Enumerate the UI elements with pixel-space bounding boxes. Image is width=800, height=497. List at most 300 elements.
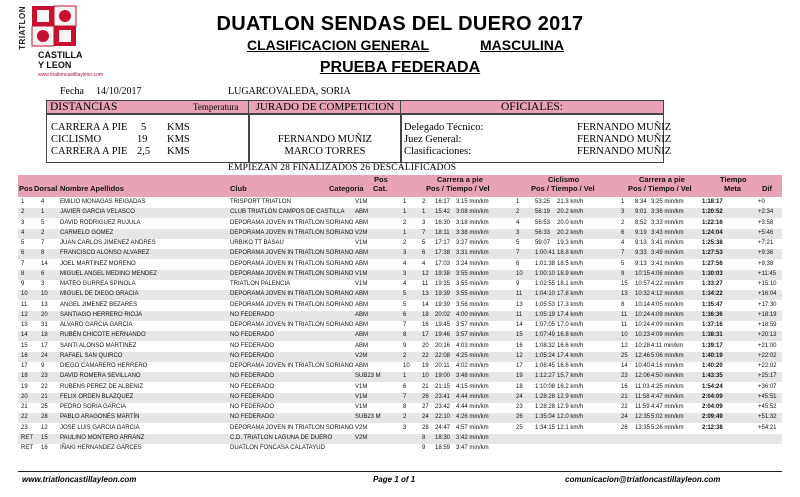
cell-pcat: 7 — [403, 393, 407, 400]
cell-dorsal: 10 — [41, 291, 48, 298]
cell-bt: 53:25 — [535, 199, 551, 205]
cell-meta: 1:39:17 — [702, 342, 723, 349]
cell-pcat: 2 — [403, 352, 407, 359]
col-categoria: Categoria — [329, 184, 364, 193]
cell-pcat: 3 — [403, 270, 407, 277]
cell-bt: 1:28:28 — [535, 404, 556, 410]
cell-c2v: 4:47 min/km — [651, 393, 684, 400]
cell-c2v: 4:25 min/km — [651, 383, 684, 390]
cell-pcat: 2 — [403, 219, 407, 226]
cell-cat: ABM — [355, 260, 369, 267]
cell-cat: ABM — [355, 250, 369, 257]
cell-club: DEPORAMA JOVEN IN TRIATLON SORIANO — [230, 250, 354, 257]
cell-club: DEPORAMA JOVEN IN TRIATLON SORIANO — [230, 270, 354, 277]
cell-c2v: 3:41 min/km — [651, 240, 684, 246]
distancia-3-value: 2,5 — [137, 146, 151, 157]
oficial-2-name: FERNANDO MUÑIZ — [577, 134, 672, 145]
cell-c2p: 21 — [621, 393, 628, 400]
cell-c2t: 11:58 — [635, 393, 650, 400]
table-row — [18, 198, 782, 208]
cell-dorsal: 31 — [41, 322, 48, 328]
cell-dif: +20:13 — [758, 332, 777, 339]
cell-c1v: 4:26 min/km — [456, 414, 489, 421]
cell-bt: 1:12:27 — [535, 373, 556, 380]
cell-bp: 15 — [516, 332, 523, 339]
cell-c2v: 4:22 min/km — [651, 281, 684, 287]
cell-c2t: 9:01 — [635, 209, 647, 216]
oficial-1-name: FERNANDO MUÑIZ — [577, 122, 672, 133]
cell-nombre: MIGUEL DE DIEGO GRACIA — [60, 291, 139, 298]
cell-pos: 22 — [21, 414, 28, 421]
cell-c1v: 3:55 min/km — [456, 270, 489, 277]
cell-cat: V2M — [355, 229, 368, 236]
cell-bv: 16.6 km/h — [557, 363, 584, 369]
cell-c2t: 12:46 — [635, 352, 651, 359]
col-dif: Dif — [762, 184, 772, 193]
cell-meta: 2:04:09 — [702, 404, 723, 410]
cell-pos: 21 — [21, 404, 28, 410]
table-row — [18, 260, 782, 270]
oficiales-box — [400, 113, 672, 163]
cell-dif: +15:10 — [758, 281, 777, 287]
cell-dorsal: 13 — [41, 301, 48, 308]
table-row — [18, 383, 782, 393]
cell-c1t: 17:03 — [435, 260, 451, 267]
cell-c2t: 9:13 — [635, 260, 647, 267]
cell-cat: SUB23 M — [355, 414, 381, 421]
footer-email[interactable]: comunicacion@triatloncastillayleon.com — [565, 475, 721, 484]
cell-bv: 17.0 km/h — [557, 322, 584, 328]
cell-meta: 1:43:35 — [702, 373, 723, 380]
cell-c1v: 3:55 min/km — [456, 281, 489, 287]
cell-c2p: 26 — [621, 424, 628, 431]
cell-c2t: 10:24 — [635, 311, 651, 318]
cell-club: DEPORAMA JOVEN IN TRIATLON SORIANO — [230, 322, 354, 328]
cell-c2v: 3:41 min/km — [651, 260, 684, 267]
cell-pos: RET — [21, 445, 33, 451]
cell-nombre: FRANCISCO ALONSO ALVAREZ — [60, 250, 150, 257]
footer-website[interactable]: www.triatloncastillayleon.com — [22, 475, 137, 484]
cell-c1p: 10 — [422, 373, 429, 380]
table-row — [18, 229, 782, 239]
cell-pcat: 6 — [403, 383, 407, 390]
cell-bp: 3 — [516, 229, 520, 236]
cell-bt: 1:05:53 — [535, 301, 556, 308]
cell-club: NO FEDERADO — [230, 404, 275, 410]
cell-dorsal: 22 — [41, 383, 48, 390]
cell-c1p: 4 — [422, 260, 426, 267]
cell-c2v: 4:47 min/km — [651, 404, 684, 410]
cell-c1p: 13 — [422, 291, 429, 298]
race-summary: EMPIEZAN 28 FINALIZADOS 26 DESCALIFICADOS — [228, 163, 457, 173]
cell-cat: V1M — [355, 240, 368, 246]
cell-c2t: 10:24 — [635, 322, 651, 328]
cell-dorsal: 4 — [41, 199, 45, 205]
cell-bv: 12.0 km/h — [557, 414, 584, 421]
cell-pos: 12 — [21, 311, 28, 318]
cell-c2t: 9:33 — [635, 250, 647, 257]
table-row — [18, 403, 782, 413]
cell-dorsal: 23 — [41, 373, 48, 380]
cell-dif: +18:59 — [758, 322, 777, 328]
cell-nombre: RAFAEL SAN QUIRCO — [60, 352, 123, 359]
cell-meta: 1:35:47 — [702, 301, 723, 308]
cell-c1t: 20:11 — [435, 363, 450, 369]
cell-club: DEPORAMA JOVEN IN TRIATLON SORIANO — [230, 424, 354, 431]
cell-bt: 56:53 — [535, 219, 551, 226]
table-row — [18, 311, 782, 321]
cell-meta: 1:37:16 — [702, 322, 723, 328]
table-row — [18, 434, 782, 444]
cell-c2p: 8 — [621, 301, 625, 308]
cell-dorsal: 9 — [41, 363, 45, 369]
cell-nombre: PAULINO MONTERO ARRANZ — [60, 434, 145, 441]
cell-bt: 1:34:15 — [535, 424, 556, 431]
cell-club: DEPORAMA JOVEN IN TRIATLON SORIANO — [230, 229, 354, 236]
distancia-3-name: CARRERA A PIE — [51, 146, 128, 157]
cell-c2p: 4 — [621, 240, 625, 246]
col-carrera1-sub: Pos / Tiempo / Vel — [426, 184, 490, 193]
cell-cat: V1M — [355, 383, 368, 390]
cell-c1p: 20 — [422, 342, 429, 349]
cell-c2p: 23 — [621, 373, 628, 380]
subtitle-left: CLASIFICACION GENERAL — [247, 37, 429, 53]
cell-meta: 1:24:04 — [702, 229, 723, 236]
cell-meta: 1:27:53 — [702, 250, 723, 257]
cell-pos: 11 — [21, 301, 28, 308]
cell-bp: 1 — [516, 199, 520, 205]
cell-cat: V1M — [355, 199, 368, 205]
cell-bt: 59:07 — [535, 240, 551, 246]
table-row — [18, 372, 782, 382]
cell-c1v: 4:44 min/km — [456, 404, 489, 410]
cell-c2v: 3:33 min/km — [651, 219, 684, 226]
cell-c2p: 16 — [621, 383, 628, 390]
cell-bv: 18.5 km/h — [557, 260, 584, 267]
logo-name-line2: Y LEON — [38, 60, 72, 70]
cell-nombre: IÑAKI HERNANDEZ GARCES — [60, 445, 142, 451]
oficial-1-role: Delegado Técnico: — [404, 122, 484, 133]
table-row — [18, 342, 782, 352]
cell-c1v: 3:08 min/km — [456, 209, 489, 216]
cell-c1v: 4:25 min/km — [456, 352, 489, 359]
cell-c1p: 7 — [422, 229, 426, 236]
cell-nombre: JAVIER GARCIA VELASCO — [60, 209, 135, 216]
cell-dif: +9:38 — [758, 260, 774, 267]
cell-bt: 1:28:28 — [535, 393, 556, 400]
distancia-1-name: CARRERA A PIE — [51, 122, 128, 133]
cell-dif: +5:46 — [758, 229, 774, 236]
footer-divider — [18, 471, 782, 472]
cell-bt: 1:08:32 — [535, 342, 556, 349]
cell-c1p: 2 — [422, 199, 426, 205]
cell-bv: 18.9 km/h — [557, 270, 584, 277]
logo-side-text: TRIATLON — [18, 6, 27, 50]
cell-pcat: 2 — [403, 240, 407, 246]
cell-dif: +2:34 — [758, 209, 774, 216]
distancia-2-value: 19 — [137, 134, 148, 145]
cell-pos: 6 — [21, 250, 25, 257]
cell-bv: 12.9 km/h — [557, 393, 584, 400]
cell-dif: +3:58 — [758, 219, 774, 226]
temperatura-label: Temperatura — [193, 102, 239, 112]
cell-bt: 1:04:10 — [535, 291, 556, 298]
cell-cat: ABM — [355, 332, 369, 339]
cell-c1v: 4:03 min/km — [456, 342, 489, 349]
cell-bt: 56:33 — [535, 229, 551, 236]
cell-c1v: 3:27 min/km — [456, 240, 489, 246]
cell-c1t: 23:42 — [435, 404, 451, 410]
cell-meta: 1:54:24 — [702, 383, 723, 390]
cell-c1t: 19:45 — [435, 322, 451, 328]
cell-c2v: 4:12 min/km — [651, 291, 684, 298]
cell-c1p: 26 — [422, 393, 429, 400]
cell-c1v: 3:47 min/km — [456, 445, 489, 451]
cell-nombre: ALVARO GARCIA GARCIA — [60, 322, 133, 328]
cell-c1p: 8 — [422, 434, 426, 441]
cell-c1v: 4:44 min/km — [456, 393, 489, 400]
cell-club: DUATLON FONCASA CALATAYUD — [230, 445, 325, 451]
table-row — [18, 393, 782, 403]
distancia-2-name: CICLISMO — [51, 134, 102, 145]
cell-c2t: 8:34 — [635, 199, 647, 205]
cell-bv: 17.3 km/h — [557, 301, 584, 308]
cell-bv: 16.6 km/h — [557, 342, 584, 349]
cell-c2t: 10:40 — [635, 363, 651, 369]
cell-c1p: 17 — [422, 332, 429, 339]
cell-pcat: 2 — [403, 414, 407, 421]
cell-pos: 1 — [21, 199, 25, 205]
cell-c2t: 9:19 — [635, 229, 647, 236]
cell-c2t: 11:59 — [635, 404, 650, 410]
cell-c2v: 3:36 min/km — [651, 209, 684, 216]
cell-pcat: 3 — [403, 424, 407, 431]
cell-c2t: 9:13 — [635, 240, 647, 246]
cell-club: NO FEDERADO — [230, 332, 275, 339]
cell-bp: 5 — [516, 240, 520, 246]
cell-c2t: 12:06 — [635, 373, 651, 380]
cell-c2v: 3:49 min/km — [651, 250, 684, 257]
logo-name-line1: CASTILLA — [38, 50, 83, 60]
col-carrera2-sub: Pos / Tiempo / Vel — [628, 184, 692, 193]
oficial-2-role: Juez General: — [404, 134, 462, 145]
cell-club: TRISPORT TRIATLON — [230, 199, 291, 205]
cell-bt: 1:10:08 — [535, 383, 556, 390]
cell-cat: V2M — [355, 424, 368, 431]
cell-c2t: 10:14 — [635, 301, 651, 308]
cell-c1t: 19:35 — [435, 281, 451, 287]
cell-meta: 2:12:38 — [702, 424, 723, 431]
cell-pcat: 4 — [403, 281, 407, 287]
cell-c1t: 20:02 — [435, 311, 451, 318]
distancia-3-unit: KMS — [167, 146, 190, 157]
cell-nombre: DAVID RODRIGUEZ RUJULA — [60, 219, 141, 226]
cell-nombre: MIGUEL ANGEL MEDINO MENDEZ — [60, 270, 157, 277]
cell-pos: 4 — [21, 229, 25, 236]
cell-nombre: PABLO ARAGONÉS MARTÍN — [60, 414, 140, 421]
cell-c1v: 3:38 min/km — [456, 229, 489, 236]
cell-pcat: 1 — [403, 373, 407, 380]
col-club: Club — [230, 184, 247, 193]
subtitle-right: MASCULINA — [480, 37, 564, 53]
cell-dorsal: 16 — [41, 445, 48, 451]
cell-c1v: 3:15 min/km — [456, 199, 489, 205]
cell-c1p: 14 — [422, 301, 429, 308]
cell-c1p: 19 — [422, 363, 429, 369]
cell-dorsal: 20 — [41, 311, 48, 318]
cell-pos: 9 — [21, 281, 25, 287]
cell-c2v: 4:05 min/km — [651, 301, 684, 308]
cell-c1t: 19:46 — [435, 332, 451, 339]
footer-page-number: Page 1 of 1 — [373, 475, 416, 484]
cell-pcat: 5 — [403, 291, 407, 298]
col-carrera2: Carrera a pie — [639, 175, 685, 184]
cell-c2p: 12 — [621, 342, 628, 349]
cell-club: NO FEDERADO — [230, 342, 275, 349]
cell-c1p: 1 — [422, 209, 426, 216]
cell-c2p: 6 — [621, 229, 625, 236]
cell-c2p: 11 — [621, 322, 628, 328]
cell-c2p: 9 — [621, 270, 625, 277]
jurado-label: JURADO DE COMPETICION — [255, 101, 395, 113]
cell-meta: 1:30:03 — [702, 270, 723, 277]
cell-bp: 11 — [516, 291, 523, 298]
cell-bt: 1:00:10 — [535, 270, 556, 277]
table-row — [18, 219, 782, 229]
cell-bt: 1:01:38 — [535, 260, 556, 267]
cell-c1v: 3:57 min/km — [456, 322, 489, 328]
distancias-box — [46, 113, 250, 163]
cell-c2p: 3 — [621, 209, 625, 216]
cell-bv: 12.9 km/h — [557, 404, 584, 410]
cell-c1p: 9 — [422, 445, 426, 451]
cell-pcat: 3 — [403, 250, 407, 257]
cell-c2t: 10:28 — [635, 342, 651, 349]
cell-c1t: 17:17 — [435, 240, 451, 246]
cell-c1v: 4:57 min/km — [456, 424, 489, 431]
cell-c2p: 22 — [621, 404, 628, 410]
cell-dorsal: 2 — [41, 229, 45, 236]
cell-cat: V1M — [355, 270, 368, 277]
cell-c1p: 28 — [422, 424, 429, 431]
cell-c1t: 19:39 — [435, 291, 451, 298]
cell-dif: +54:21 — [758, 424, 777, 431]
cell-pcat: 9 — [403, 342, 407, 349]
cell-bp: 19 — [516, 373, 523, 380]
cell-dif: +9:36 — [758, 250, 774, 257]
cell-bv: 19.3 km/h — [557, 240, 584, 246]
cell-c2p: 13 — [621, 291, 628, 298]
cell-dif: +51:32 — [758, 414, 777, 421]
cell-c2v: 3:43 min/km — [651, 229, 684, 236]
cell-bv: 15.7 km/h — [557, 373, 584, 380]
cell-c1t: 22:08 — [435, 352, 451, 359]
cell-c1p: 5 — [422, 240, 426, 246]
cell-dif: +16:04 — [758, 291, 777, 298]
cell-bp: 9 — [516, 281, 520, 287]
cell-meta: 1:34:22 — [702, 291, 723, 298]
cell-pos: 8 — [21, 270, 25, 277]
page-title: DUATLON SENDAS DEL DUERO 2017 — [216, 13, 584, 35]
cell-meta: 1:36:36 — [702, 311, 723, 318]
cell-c1t: 24:47 — [435, 424, 451, 431]
cell-pcat: 1 — [403, 229, 407, 236]
table-row — [18, 444, 782, 454]
table-row — [18, 362, 782, 372]
table-row — [18, 270, 782, 280]
fecha-label: Fecha — [60, 86, 84, 97]
cell-club: C.D. TRIATLON LAGUNA DE DUERO — [230, 434, 333, 441]
cell-bv: 18.8 km/h — [557, 250, 584, 257]
cell-c2p: 1 — [621, 199, 625, 205]
cell-bp: 4 — [516, 219, 520, 226]
cell-club: CLUB TRIATLÓN CAMPOS DE CASTILLA — [230, 209, 345, 216]
cell-club: DEPORAMA JOVEN IN TRIATLON SORIANO — [230, 260, 354, 267]
cell-nombre: SANTIAGO HERRERO RIOJA — [60, 311, 143, 318]
cell-c1p: 18 — [422, 311, 429, 318]
cell-pos: 5 — [21, 240, 25, 246]
cell-c2v: 4:16 min/km — [651, 363, 684, 369]
cell-bv: 21.3 km/h — [557, 199, 584, 205]
cell-meta: 1:40:19 — [702, 352, 723, 359]
col-ciclismo: Ciclismo — [548, 175, 580, 184]
cell-c2t: 10:57 — [635, 281, 651, 287]
cell-cat: ABM — [355, 363, 369, 369]
cell-dorsal: 7 — [41, 240, 45, 246]
cell-meta: 2:09:49 — [702, 414, 723, 421]
cell-c1v: 4:00 min/km — [456, 311, 489, 318]
cell-bp: 13 — [516, 301, 523, 308]
cell-c2v: 5:02 min/km — [651, 414, 684, 421]
cell-nombre: FELIX ORDEN BLAZQUEZ — [60, 393, 134, 400]
cell-c1t: 16:17 — [435, 199, 451, 205]
oficial-3-role: Clasificaciones: — [404, 146, 472, 157]
cell-c1v: 4:02 min/km — [456, 363, 489, 369]
cell-nombre: EMILIO MONAGAS REIGADAS — [60, 199, 146, 205]
cell-c1t: 15:42 — [435, 209, 451, 216]
cell-bp: 11 — [516, 311, 523, 318]
cell-c2p: 25 — [621, 352, 628, 359]
cell-bt: 1:05:19 — [535, 311, 556, 318]
cell-pcat: 1 — [403, 209, 407, 216]
cell-c1v: 4:15 min/km — [456, 383, 489, 390]
cell-club: DEPORAMA JOVEN IN TRIATLON SORIANO — [230, 291, 354, 298]
cell-pos: 13 — [21, 322, 28, 328]
cell-c1t: 21:15 — [435, 383, 451, 390]
cell-pos: 18 — [21, 373, 28, 380]
cell-c1t: 20:16 — [435, 342, 451, 349]
cell-c1v: 3:31 min/km — [456, 250, 489, 257]
cell-c2p: 2 — [621, 219, 625, 226]
cell-dorsal: 1 — [41, 209, 45, 216]
cell-cat: ABM — [355, 301, 369, 308]
cell-cat: ABM — [355, 311, 369, 318]
cell-c1p: 12 — [422, 270, 429, 277]
cell-nombre: JUAN CARLOS JIMENEZ ANDRES — [60, 240, 156, 246]
cell-dif: +17:30 — [758, 301, 777, 308]
cell-c2v: 3:25 min/km — [651, 199, 684, 205]
cell-c1t: 17:38 — [435, 250, 451, 257]
cell-c2t: 13:35 — [635, 424, 651, 431]
cell-dif: +36:07 — [758, 383, 777, 390]
cell-dif: +25:17 — [758, 373, 777, 380]
cell-nombre: DAVID ROMERA SEVILLANO — [60, 373, 141, 380]
table-row — [18, 331, 782, 341]
cell-nombre: RUBÉN CHICOTE HERNANDO — [60, 332, 146, 339]
cell-c1v: 3:42 min/km — [456, 434, 489, 441]
cell-pos: 23 — [21, 424, 28, 431]
cell-meta: 1:22:16 — [702, 219, 723, 226]
